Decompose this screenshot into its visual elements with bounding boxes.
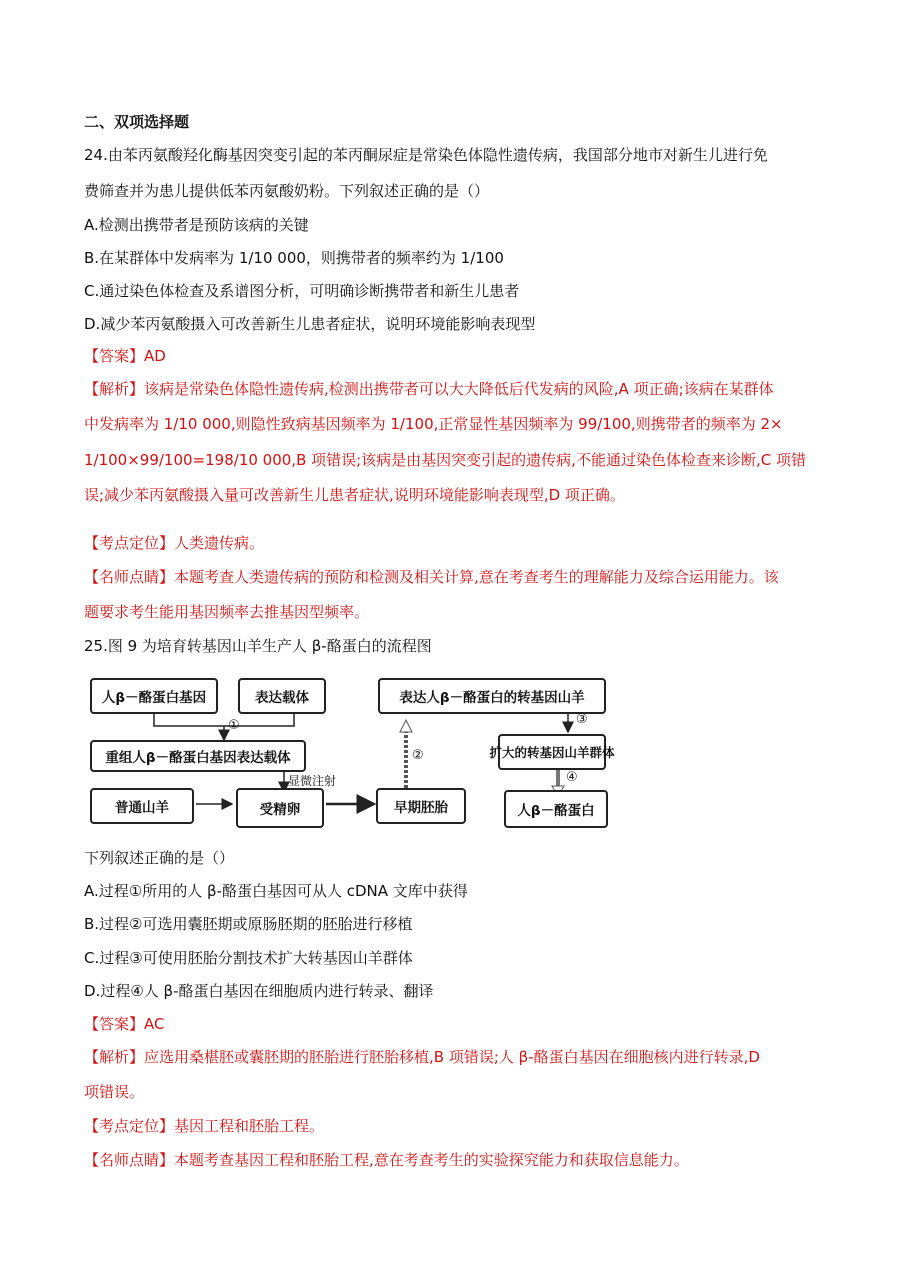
box-fertilized-egg: 受精卵 [236,788,324,828]
q24-comment-line-2: 题要求考生能用基因频率去推基因型频率。 [84,603,370,621]
q24-option-d: D.减少苯丙氨酸摄入可改善新生儿患者症状，说明环境能影响表现型 [84,315,536,333]
box-recombinant-vector: 重组人β－酪蛋白基因表达载体 [90,740,306,772]
q25-stem: 25.图 9 为培育转基因山羊生产人 β-酪蛋白的流程图 [84,637,432,655]
q24-point: 【考点定位】人类遗传病。 [84,534,265,552]
arrow-gene-to-recombinant [154,712,224,726]
q24-stem-line-1: 24.由苯丙氨酸羟化酶基因突变引起的苯丙酮尿症是常染色体隐性遗传病，我国部分地市对新生儿进行免 [84,146,768,164]
q25-comment: 【名师点睛】本题考查基因工程和胚胎工程,意在考查考生的实验探究能力和获取信息能力。 [84,1151,689,1169]
q24-comment-line-1: 【名师点睛】本题考查人类遗传病的预防和检测及相关计算,意在考查考生的理解能力及综合运用能力。该 [84,568,779,586]
flowchart-diagram [84,674,624,834]
box-human-beta-casein-gene: 人β－酪蛋白基因 [90,678,218,714]
box-expression-vector: 表达载体 [238,678,326,714]
label-process-3: ③ [576,712,588,727]
box-ordinary-goat: 普通山羊 [90,788,194,824]
q24-stem-line-2: 费筛查并为患儿提供低苯丙氨酸奶粉。下列叙述正确的是（） [84,182,490,200]
q24-option-c: C.通过染色体检查及系谱图分析，可明确诊断携带者和新生儿患者 [84,282,520,300]
q25-analysis-line-1: 【解析】应选用桑椹胚或囊胚期的胚胎进行胚胎移植,B 项错误;人 β-酪蛋白基因在细胞核内进行转录,D [84,1048,760,1066]
box-human-beta-casein: 人β－酪蛋白 [504,790,608,828]
q24-analysis-line-2: 中发病率为 1/10 000,则隐性致病基因频率为 1/100,正常显性基因频率为 99/100,则携带者的频率为 2× [84,415,783,433]
q24-analysis-line-1: 【解析】该病是常染色体隐性遗传病,检测出携带者可以大大降低后代发病的风险,A 项正确;该病在某群体 [84,380,774,398]
box-transgenic-goat: 表达人β－酪蛋白的转基因山羊 [378,678,606,714]
label-process-4: ④ [566,770,578,785]
q24-analysis-line-3: 1/100×99/100=198/10 000,B 项错误;该病是由基因突变引起的遗传病,不能通过染色体检查来诊断,C 项错 [84,451,806,469]
box-expanded-goat-group: 扩大的转基因山羊群体 [498,734,606,770]
section-title: 二、双项选择题 [84,113,190,131]
q24-analysis-line-4: 误;减少苯丙氨酸摄入量可改善新生儿患者症状,说明环境能影响表现型,D 项正确。 [84,486,625,504]
q25-option-c: C.过程③可使用胚胎分割技术扩大转基因山羊群体 [84,949,413,967]
label-injection: 显微注射 [288,774,337,788]
q24-answer: 【答案】AD [84,347,166,365]
q25-option-d: D.过程④人 β-酪蛋白基因在细胞质内进行转录、翻译 [84,982,434,1000]
q25-answer: 【答案】AC [84,1015,165,1033]
box-early-embryo: 早期胚胎 [376,788,466,824]
label-process-1: ① [228,718,240,733]
q25-option-b: B.过程②可选用囊胚期或原肠胚期的胚胎进行移植 [84,915,413,933]
q24-option-a: A.检测出携带者是预防该病的关键 [84,216,309,234]
q25-question: 下列叙述正确的是（） [84,849,235,867]
q25-analysis-line-2: 项错误。 [84,1083,145,1101]
label-process-2: ② [412,748,424,763]
q25-option-a: A.过程①所用的人 β-酪蛋白基因可从人 cDNA 文库中获得 [84,882,468,900]
q24-option-b: B.在某群体中发病率为 1/10 000，则携带者的频率约为 1/100 [84,249,504,267]
q25-point: 【考点定位】基因工程和胚胎工程。 [84,1117,325,1135]
